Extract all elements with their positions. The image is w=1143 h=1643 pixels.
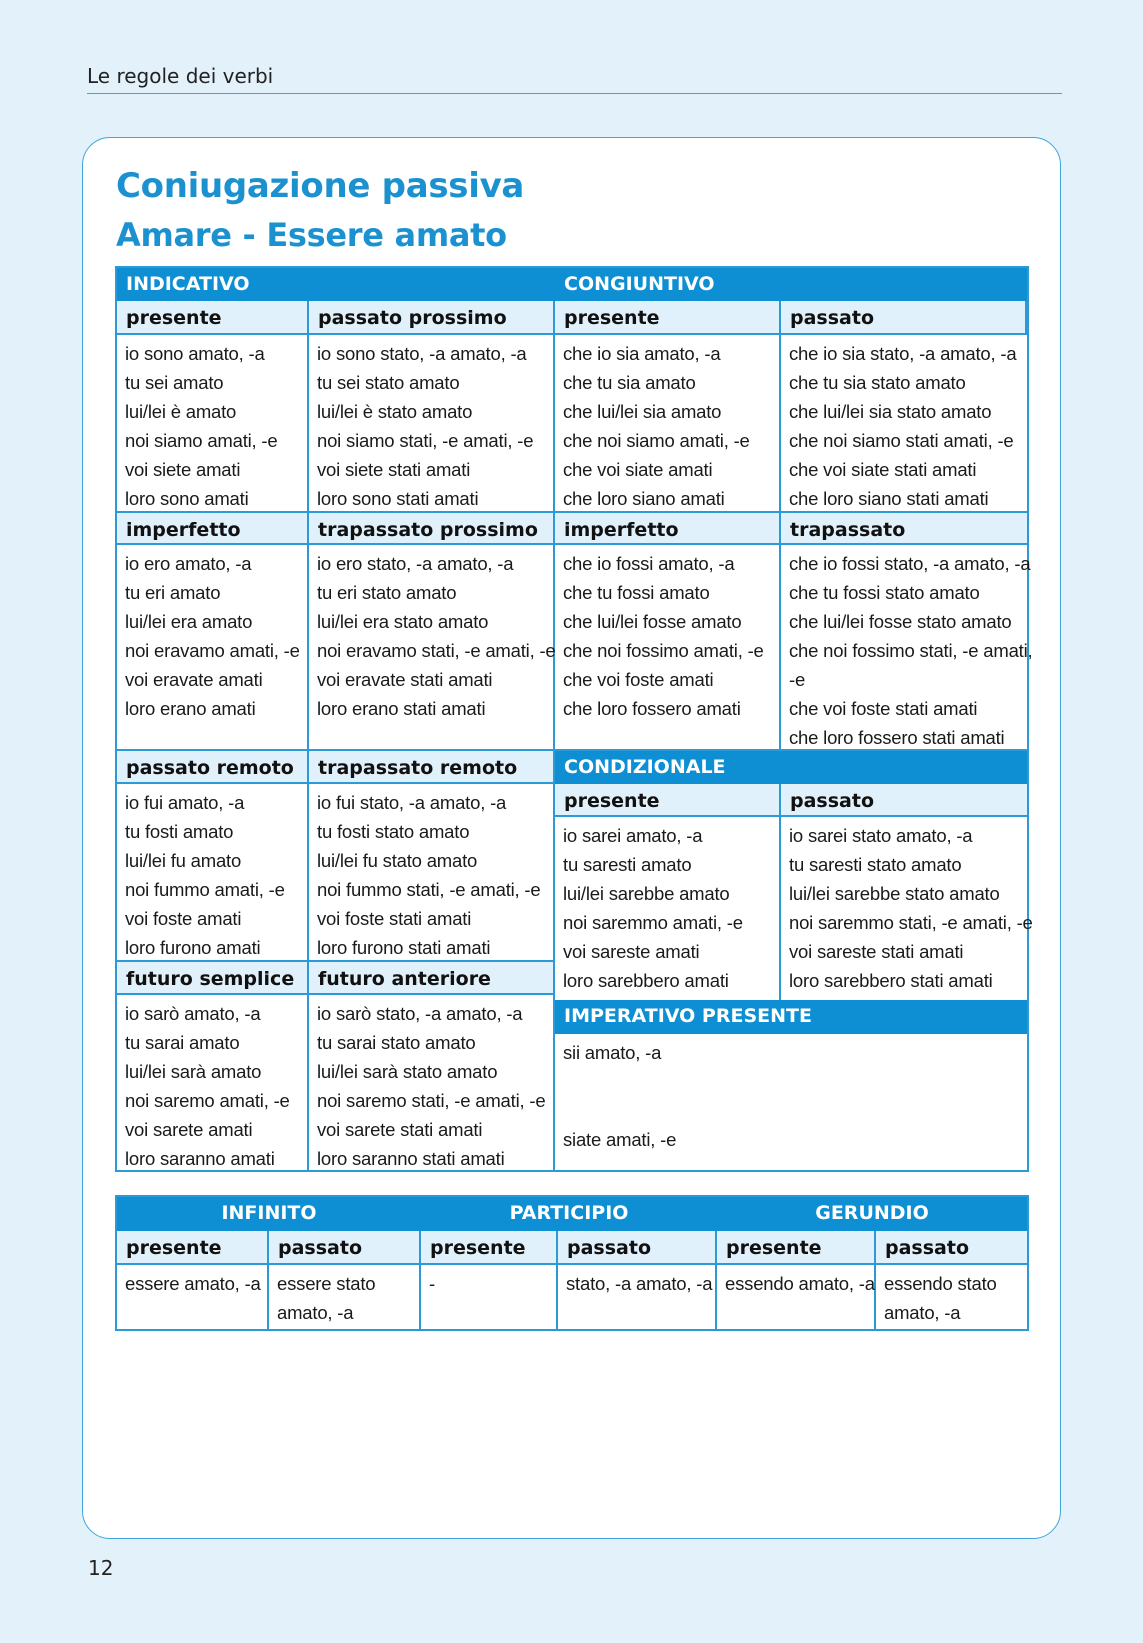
- form-line: lui/lei sarebbe stato amato: [789, 883, 1000, 904]
- form-line: che loro fossero stati amati: [789, 727, 1005, 748]
- form-line: lui/lei fu stato amato: [317, 850, 478, 871]
- form-line: loro saranno amati: [125, 1148, 275, 1169]
- cell-cong-presente: [555, 335, 781, 513]
- subheader-ind-imperfetto: imperfetto: [117, 513, 309, 545]
- form-line: tu eri stato amato: [317, 582, 457, 603]
- form-line: tu saresti stato amato: [789, 854, 962, 875]
- form-line: voi foste amati: [125, 908, 242, 929]
- cell-cond-presente: [555, 817, 781, 1000]
- subheader-cond-passato: passato: [781, 784, 1027, 817]
- form-line: io sono stato, -a amato, -a: [317, 343, 527, 364]
- form-line: che io fossi amato, -a: [563, 553, 735, 574]
- form-line: essere amato, -a: [125, 1273, 261, 1294]
- cell-ind-imperfetto: [117, 545, 309, 751]
- running-title: Le regole dei verbi: [87, 64, 274, 88]
- form-line: che noi siamo amati, -e: [563, 430, 750, 451]
- page-subtitle: Amare - Essere amato: [116, 216, 507, 254]
- form-line: essendo stato: [884, 1273, 997, 1294]
- cell-ind-futuro-anteriore: [309, 995, 555, 1170]
- form-line: tu sarai stato amato: [317, 1032, 476, 1053]
- subheader-cong-trapassato: trapassato: [781, 513, 1027, 545]
- form-line: loro erano stati amati: [317, 698, 486, 719]
- form-line: io sono amato, -a: [125, 343, 265, 364]
- subheader-cond-presente: presente: [555, 784, 781, 817]
- form-line: voi siete amati: [125, 459, 241, 480]
- form-line: voi sarete amati: [125, 1119, 253, 1140]
- subheader-participio-presente: presente: [421, 1231, 558, 1265]
- cell-cong-imperfetto: [555, 545, 781, 751]
- form-line: io ero amato, -a: [125, 553, 252, 574]
- form-line: noi saremmo amati, -e: [563, 912, 743, 933]
- form-line: noi fummo stati, -e amati, -e: [317, 879, 541, 900]
- form-line: noi eravamo stati, -e amati, -e: [317, 640, 556, 661]
- subheader-ind-passato-prossimo: passato prossimo: [309, 301, 555, 335]
- form-line: essendo amato, -a: [725, 1273, 875, 1294]
- cell-gerundio-passato: [876, 1265, 1027, 1329]
- form-line: che io fossi stato, -a amato, -a: [789, 553, 1031, 574]
- cell-cong-trapassato: [781, 545, 1033, 751]
- subheader-participio-passato: passato: [558, 1231, 717, 1265]
- spacer: [563, 1067, 1027, 1125]
- form-line: siate amati, -e: [563, 1129, 677, 1150]
- congiuntivo-header: CONGIUNTIVO: [555, 268, 1027, 301]
- subheader-ind-futuro-anteriore: futuro anteriore: [309, 962, 555, 995]
- page-number: 12: [88, 1556, 114, 1580]
- form-line: io ero stato, -a amato, -a: [317, 553, 514, 574]
- form-line: noi siamo amati, -e: [125, 430, 278, 451]
- form-line: voi sareste stati amati: [789, 941, 964, 962]
- form-line: tu sarai amato: [125, 1032, 240, 1053]
- form-line: noi saremo amati, -e: [125, 1090, 290, 1111]
- form-line: loro saranno stati amati: [317, 1148, 505, 1169]
- form-line: che voi siate stati amati: [789, 459, 977, 480]
- form-line: loro sono stati amati: [317, 488, 479, 509]
- cell-cong-passato: [781, 335, 1027, 513]
- form-line: che io sia amato, -a: [563, 343, 721, 364]
- form-line: che tu fossi stato amato: [789, 582, 980, 603]
- form-line: che noi fossimo amati, -e: [563, 640, 764, 661]
- form-line: tu eri amato: [125, 582, 221, 603]
- cell-infinito-passato: [269, 1265, 421, 1329]
- form-line: lui/lei è amato: [125, 401, 237, 422]
- condizionale-header: CONDIZIONALE: [555, 751, 1027, 784]
- infinito-header: INFINITO: [117, 1197, 421, 1231]
- cell-imperativo: [555, 1034, 1027, 1170]
- gerundio-header: GERUNDIO: [717, 1197, 1027, 1231]
- subheader-cong-presente: presente: [555, 301, 781, 335]
- form-line: loro sarebbero stati amati: [789, 970, 993, 991]
- form-line: io sarò stato, -a amato, -a: [317, 1003, 523, 1024]
- form-line: che noi siamo stati amati, -e: [789, 430, 1014, 451]
- form-line: loro furono amati: [125, 937, 261, 958]
- cell-ind-futuro-semplice: [117, 995, 309, 1170]
- participio-header: PARTICIPIO: [421, 1197, 717, 1231]
- subheader-cong-imperfetto: imperfetto: [555, 513, 781, 545]
- cell-ind-presente: [117, 335, 309, 513]
- form-line: voi siete stati amati: [317, 459, 471, 480]
- form-line: lui/lei era amato: [125, 611, 253, 632]
- form-line: amato, -a: [884, 1302, 961, 1323]
- form-line: amato, -a: [277, 1302, 354, 1323]
- form-line: noi eravamo amati, -e: [125, 640, 300, 661]
- form-line: sii amato, -a: [563, 1042, 662, 1063]
- header-rule: [87, 93, 1062, 94]
- subheader-gerundio-presente: presente: [717, 1231, 876, 1265]
- form-line: che lui/lei sia stato amato: [789, 401, 992, 422]
- form-line: -e: [789, 669, 806, 690]
- form-line: io fui stato, -a amato, -a: [317, 792, 507, 813]
- form-line: che tu fossi amato: [563, 582, 710, 603]
- form-line: tu fosti amato: [125, 821, 234, 842]
- form-line: che io sia stato, -a amato, -a: [789, 343, 1017, 364]
- subheader-ind-futuro-semplice: futuro semplice: [117, 962, 309, 995]
- form-line: che voi foste amati: [563, 669, 714, 690]
- form-line: io fui amato, -a: [125, 792, 245, 813]
- form-line: tu fosti stato amato: [317, 821, 470, 842]
- subheader-ind-trapassato-remoto: trapassato remoto: [309, 751, 555, 784]
- form-line: lui/lei sarebbe amato: [563, 883, 730, 904]
- cell-infinito-presente: [117, 1265, 269, 1329]
- form-line: voi eravate stati amati: [317, 669, 493, 690]
- subheader-cong-passato: passato: [781, 301, 1027, 335]
- form-line: lui/lei è stato amato: [317, 401, 473, 422]
- form-line: lui/lei sarà amato: [125, 1061, 262, 1082]
- form-line: lui/lei fu amato: [125, 850, 242, 871]
- form-line: loro furono stati amati: [317, 937, 491, 958]
- form-line: che voi foste stati amati: [789, 698, 978, 719]
- cell-ind-trapassato-remoto: [309, 784, 555, 962]
- form-line: che tu sia amato: [563, 372, 696, 393]
- form-line: io sarei stato amato, -a: [789, 825, 973, 846]
- form-line: che lui/lei fosse stato amato: [789, 611, 1012, 632]
- form-line: che loro fossero amati: [563, 698, 741, 719]
- form-line: loro sono amati: [125, 488, 249, 509]
- form-line: noi saremo stati, -e amati, -e: [317, 1090, 546, 1111]
- form-line: voi eravate amati: [125, 669, 263, 690]
- subheader-infinito-passato: passato: [269, 1231, 421, 1265]
- subheader-gerundio-passato: passato: [876, 1231, 1027, 1265]
- form-line: che noi fossimo stati, -e amati,: [789, 640, 1033, 661]
- form-line: lui/lei era stato amato: [317, 611, 489, 632]
- form-line: voi foste stati amati: [317, 908, 472, 929]
- form-line: voi sareste amati: [563, 941, 700, 962]
- form-line: che lui/lei fosse amato: [563, 611, 742, 632]
- form-line: che tu sia stato amato: [789, 372, 966, 393]
- form-line: che loro siano stati amati: [789, 488, 989, 509]
- cell-ind-passato-remoto: [117, 784, 309, 962]
- form-line: stato, -a amato, -a: [566, 1273, 713, 1294]
- form-line: noi fummo amati, -e: [125, 879, 285, 900]
- form-line: -: [429, 1273, 435, 1294]
- form-line: tu sei stato amato: [317, 372, 460, 393]
- cell-gerundio-presente: [717, 1265, 876, 1329]
- form-line: che lui/lei sia amato: [563, 401, 722, 422]
- form-line: noi siamo stati, -e amati, -e: [317, 430, 534, 451]
- subheader-infinito-presente: presente: [117, 1231, 269, 1265]
- form-line: che loro siano amati: [563, 488, 725, 509]
- cell-participio-passato: [558, 1265, 717, 1329]
- form-line: essere stato: [277, 1273, 376, 1294]
- form-line: che voi siate amati: [563, 459, 713, 480]
- form-line: noi saremmo stati, -e amati, -e: [789, 912, 1033, 933]
- form-line: io sarei amato, -a: [563, 825, 703, 846]
- subheader-ind-trapassato-prossimo: trapassato prossimo: [309, 513, 555, 545]
- subheader-ind-passato-remoto: passato remoto: [117, 751, 309, 784]
- page-title: Coniugazione passiva: [116, 166, 525, 206]
- form-line: lui/lei sarà stato amato: [317, 1061, 498, 1082]
- indicativo-header: INDICATIVO: [117, 268, 555, 301]
- cell-ind-trapassato-prossimo: [309, 545, 555, 751]
- form-line: tu sei amato: [125, 372, 224, 393]
- cell-ind-passato-prossimo: [309, 335, 555, 513]
- subheader-ind-presente: presente: [117, 301, 309, 335]
- imperativo-header: IMPERATIVO PRESENTE: [555, 1000, 1027, 1034]
- form-line: io sarò amato, -a: [125, 1003, 261, 1024]
- form-line: tu saresti amato: [563, 854, 692, 875]
- form-line: voi sarete stati amati: [317, 1119, 483, 1140]
- form-line: loro sarebbero amati: [563, 970, 729, 991]
- form-line: loro erano amati: [125, 698, 256, 719]
- cell-cond-passato: [781, 817, 1033, 1000]
- cell-participio-presente: [421, 1265, 558, 1329]
